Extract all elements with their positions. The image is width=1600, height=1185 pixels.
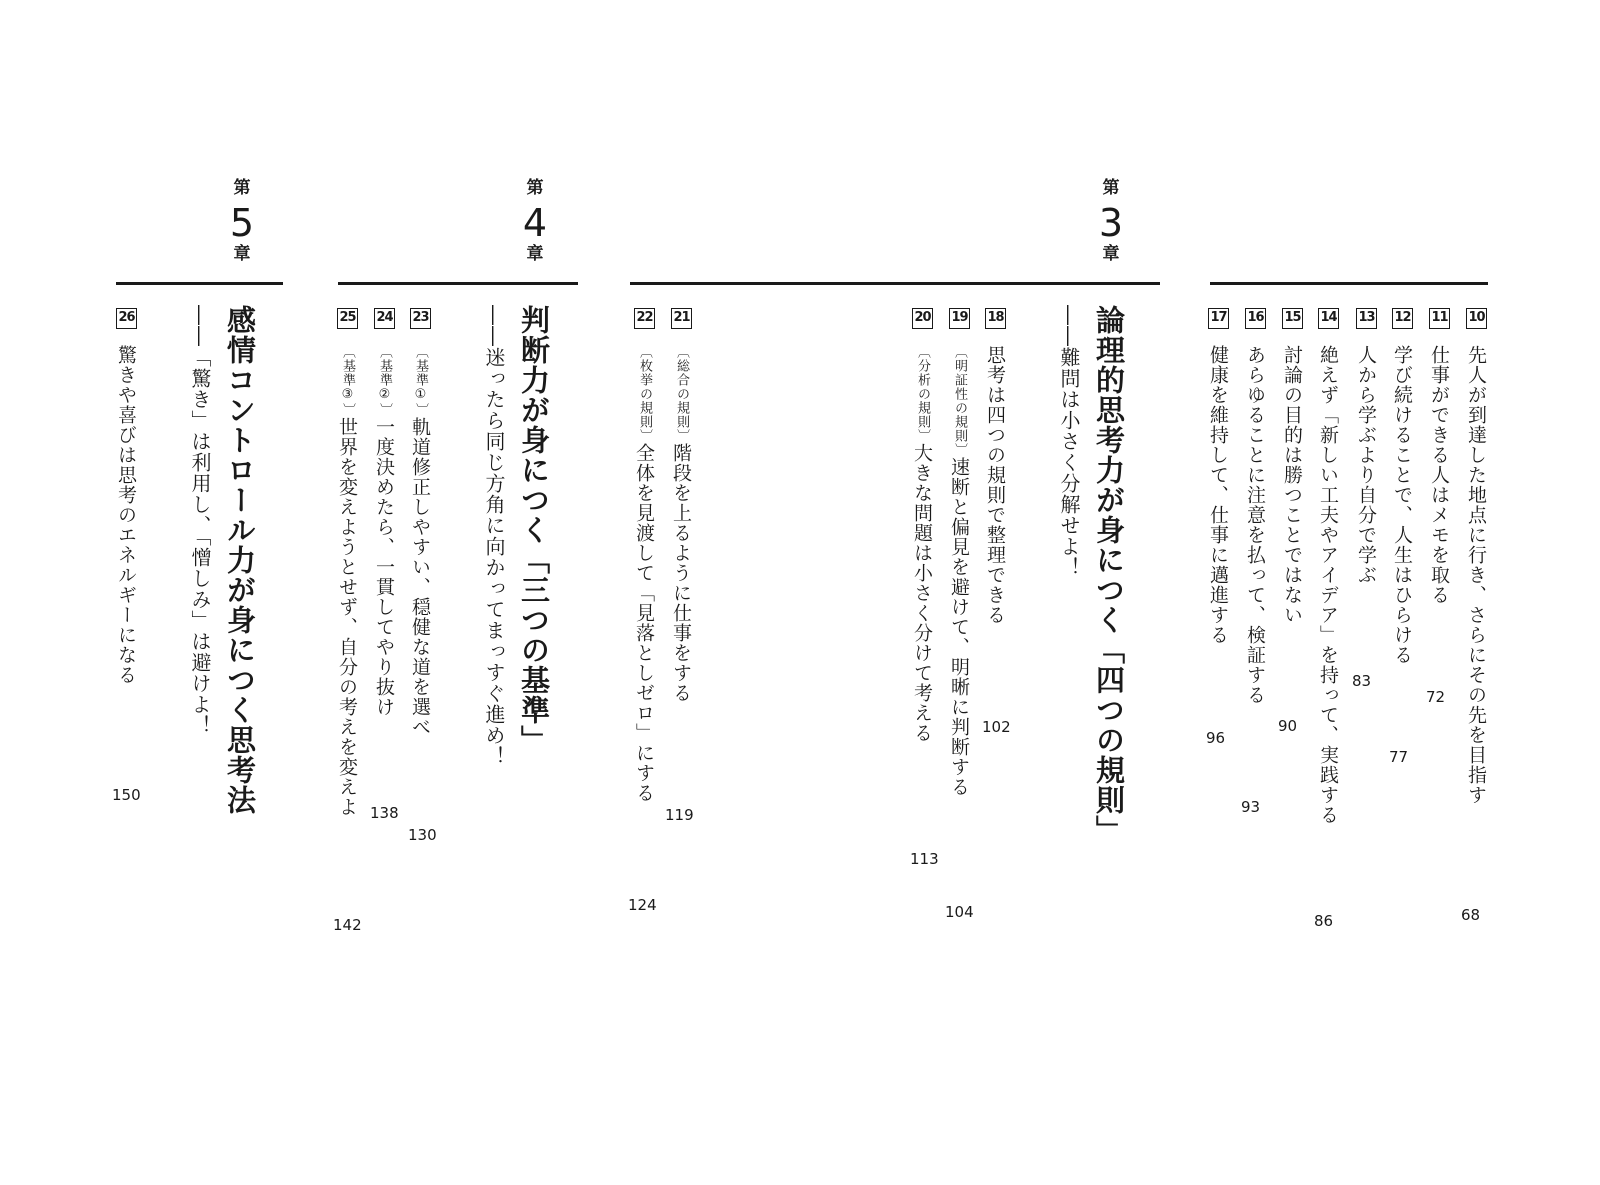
chapter-3-title: 論理的思考力が身につく「四つの規則」: [1092, 305, 1126, 845]
chapter-label-top: 第: [233, 178, 251, 198]
entry-title[interactable]: [634, 345, 653, 803]
entry-page: 77: [1389, 748, 1409, 766]
entry-prefix: 〔基準③〕: [340, 345, 355, 417]
entry-title[interactable]: 人から学ぶより自分で学ぶ: [1355, 345, 1377, 585]
chapter-4-title: 判断力が身につく「三つの基準」: [517, 305, 551, 755]
entry-number: 10: [1466, 308, 1487, 329]
entry-title-text: 一度決めたら、一貫してやり抜け: [373, 417, 395, 717]
entry-page: 90: [1278, 717, 1298, 735]
entry-prefix: 〔枚挙の規則〕: [637, 345, 652, 443]
entry-page: 72: [1426, 688, 1446, 706]
entry-page: 86: [1314, 912, 1334, 930]
chapter-number: 4: [522, 201, 548, 245]
chapter-3-divider: [630, 282, 1160, 285]
entry-title-text: 階段を上るように仕事をする: [670, 443, 692, 703]
entry-title[interactable]: 思考は四つの規則で整理できる: [984, 345, 1006, 625]
entry-number: 17: [1208, 308, 1229, 329]
entry-number: 24: [374, 308, 395, 329]
entry-number: 18: [985, 308, 1006, 329]
entry-title[interactable]: あらゆることに注意を払って、検証する: [1244, 345, 1266, 705]
entry-title[interactable]: [410, 345, 429, 737]
entry-number: 11: [1429, 308, 1450, 329]
entry-prefix: 〔基準②〕: [377, 345, 392, 417]
entry-page: 138: [370, 804, 399, 822]
entry-title-text: 大きな問題は小さく分けて考える: [911, 443, 933, 743]
entry-number: 26: [116, 308, 137, 329]
entry-title[interactable]: 驚きや喜びは思考のエネルギーになる: [115, 345, 137, 685]
chapter-5-title: 感情コントロール力が身につく思考法: [223, 305, 257, 815]
entry-title[interactable]: [374, 345, 393, 717]
chapter-4-divider: [338, 282, 578, 285]
chapter-3-subtitle: ――難問は小さく分解せよ！: [1057, 305, 1081, 578]
entry-number: 14: [1318, 308, 1339, 329]
chapter-number: 3: [1098, 201, 1124, 245]
entry-page: 119: [665, 806, 694, 824]
entry-title[interactable]: [912, 345, 931, 743]
chapter-label-bottom: 章: [1102, 244, 1120, 264]
chapter-4-subtitle: ――迷ったら同じ方角に向かってまっすぐ進め！: [482, 305, 506, 767]
entry-page: 68: [1461, 906, 1481, 924]
entry-prefix: 〔明証性の規則〕: [952, 345, 967, 457]
entry-page: 102: [982, 718, 1011, 736]
entry-number: 15: [1282, 308, 1303, 329]
entry-title[interactable]: 健康を維持して、仕事に邁進する: [1207, 345, 1229, 645]
entry-title-text: 速断と偏見を避けて、明晰に判断する: [948, 457, 970, 797]
entry-page: 96: [1206, 729, 1226, 747]
entry-title-text: 世界を変えようとせず、自分の考えを変えよ: [336, 417, 358, 817]
entry-title[interactable]: 先人が到達した地点に行き、さらにその先を目指す: [1465, 345, 1487, 805]
chapter-number: 5: [229, 201, 255, 245]
chapter-label-top: 第: [1102, 178, 1120, 198]
entry-number: 23: [410, 308, 431, 329]
entry-page: 104: [945, 903, 974, 921]
entry-page: 93: [1241, 798, 1261, 816]
entry-page: 142: [333, 916, 362, 934]
entry-title[interactable]: [949, 345, 968, 797]
entry-number: 21: [671, 308, 692, 329]
entry-number: 20: [912, 308, 933, 329]
entry-title[interactable]: 討論の目的は勝つことではない: [1281, 345, 1303, 625]
entry-page: 113: [910, 850, 939, 868]
entry-page: 124: [628, 896, 657, 914]
chapter-5-subtitle: ――「驚き」は利用し、「憎しみ」は避けよ！: [188, 305, 212, 736]
entry-prefix: 〔基準①〕: [413, 345, 428, 417]
entry-number: 25: [337, 308, 358, 329]
chapter-label-bottom: 章: [233, 244, 251, 264]
entry-prefix: 〔総合の規則〕: [674, 345, 689, 443]
chapter-label-bottom: 章: [526, 244, 544, 264]
chapter-label-top: 第: [526, 178, 544, 198]
entry-title[interactable]: 仕事ができる人はメモを取る: [1428, 345, 1450, 605]
entry-number: 12: [1392, 308, 1413, 329]
entry-page: 130: [408, 826, 437, 844]
entry-number: 16: [1245, 308, 1266, 329]
entry-number: 19: [949, 308, 970, 329]
entry-title[interactable]: 学び続けることで、人生はひらける: [1391, 345, 1413, 665]
entry-title-text: 軌道修正しやすい、穏健な道を選べ: [409, 417, 431, 737]
section-divider-right: [1210, 282, 1488, 285]
entry-title[interactable]: [337, 345, 356, 817]
entry-number: 13: [1356, 308, 1377, 329]
entry-title-text: 全体を見渡して「見落としゼロ」にする: [633, 443, 655, 803]
entry-number: 22: [634, 308, 655, 329]
entry-title[interactable]: 絶えず「新しい工夫やアイデア」を持って、実践する: [1317, 345, 1339, 825]
entry-title[interactable]: [671, 345, 690, 703]
entry-page: 83: [1352, 672, 1372, 690]
chapter-5-divider: [116, 282, 283, 285]
entry-prefix: 〔分析の規則〕: [915, 345, 930, 443]
entry-page: 150: [112, 786, 141, 804]
